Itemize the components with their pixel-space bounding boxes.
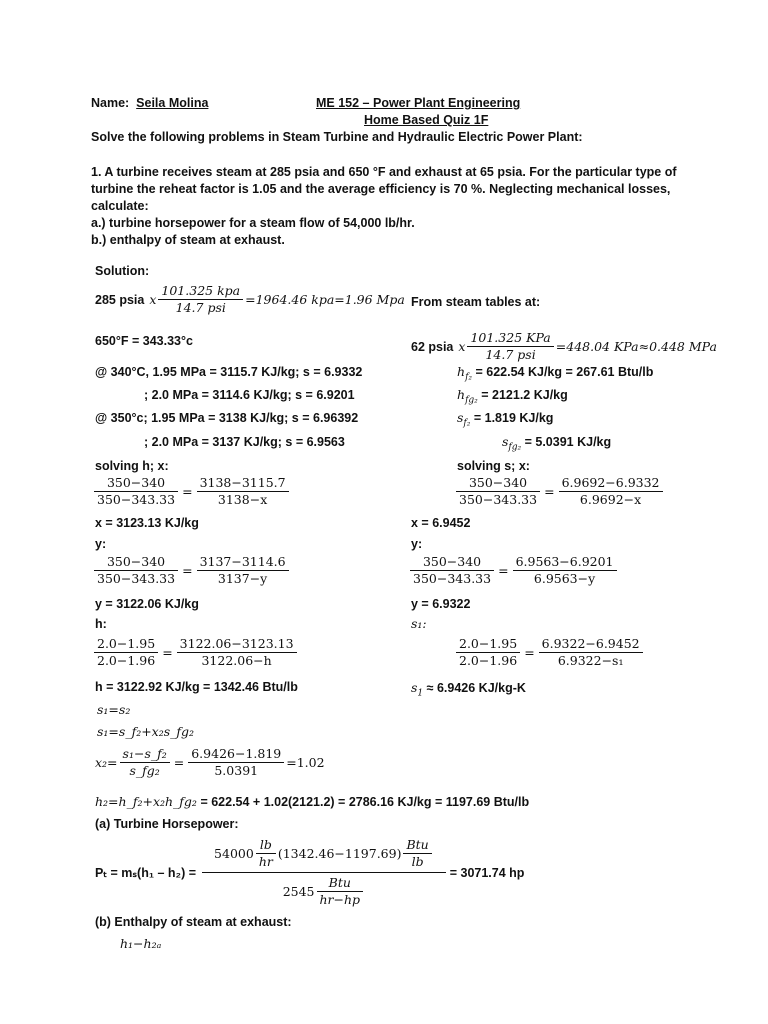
times-x: x xyxy=(149,291,157,307)
interp-s1-left-den: 2.0−1.96 xyxy=(459,653,518,668)
h-label: h: xyxy=(95,617,107,631)
hf2-line xyxy=(457,364,653,386)
s1-label: s₁: xyxy=(411,616,427,631)
pt-enthalpy-diff: (1342.46−1197.69) xyxy=(277,845,402,861)
pt-lhs: Pₜ = mₛ(h₁ – h₂) = xyxy=(95,865,197,880)
interp-h-right-num: 3122.06−3123.13 xyxy=(177,636,297,653)
pt-unit-lb-hr xyxy=(256,837,276,870)
student-name: Seila Molina xyxy=(136,96,209,110)
x2-numeric-den: 5.0391 xyxy=(214,763,259,778)
problem-line-3: calculate: xyxy=(91,199,149,213)
interp-x-right-num: 3138−3115.7 xyxy=(197,475,289,492)
x2-numeric-num: 6.9426−1.819 xyxy=(188,746,284,763)
y-label: y: xyxy=(95,537,107,551)
pt-denominator xyxy=(202,873,446,908)
interp-x-right xyxy=(197,475,289,508)
x2-lhs: x₂= xyxy=(95,754,118,770)
pt-denominator-row xyxy=(283,875,365,908)
interp-y-equation xyxy=(92,554,291,587)
interp-sx-right-num: 6.9692−6.9332 xyxy=(559,475,663,492)
sy-label: y: xyxy=(411,537,423,551)
solving-h-x: solving h; x: xyxy=(95,459,169,473)
interp-s1-left xyxy=(456,636,520,669)
pt-main-fraction xyxy=(202,837,446,908)
interp-sy-right-num: 6.9563−6.9201 xyxy=(513,554,617,571)
interp-sy-right-den: 6.9563−y xyxy=(533,571,596,586)
hf2-symbol: $h_{f_2}$ xyxy=(457,364,473,383)
pt-unit-hr: hr xyxy=(258,854,273,869)
problem-part-b: b.) enthalpy of steam at exhaust. xyxy=(91,233,285,247)
turbine-power-equation xyxy=(95,837,524,908)
interp-x-equation xyxy=(92,475,291,508)
hfg2-value: = 2121.2 KJ/kg xyxy=(481,388,568,402)
h-result: h = 3122.92 KJ/kg = 1342.46 Btu/lb xyxy=(95,680,298,694)
enthalpy-title: (b) Enthalpy of steam at exhaust: xyxy=(95,915,292,929)
interp-sy-left-num: 350−340 xyxy=(410,554,494,571)
equals-sign: = xyxy=(498,562,509,578)
interp-sx-right-den: 6.9692−x xyxy=(579,492,642,507)
conv2-fraction xyxy=(467,330,553,363)
quality-equation xyxy=(95,746,325,779)
equals-sign: = xyxy=(173,754,185,770)
conv1-fraction xyxy=(158,283,243,316)
name-line xyxy=(91,95,208,111)
psia-label-285: 285 psia xyxy=(95,292,145,307)
interp-y-right-num: 3137−3114.6 xyxy=(197,554,289,571)
interp-h-left-den: 2.0−1.96 xyxy=(97,653,156,668)
interp-y-left xyxy=(94,554,178,587)
h2-result: = 622.54 + 1.02(2121.2) = 2786.16 KJ/kg = 1197.69 Btu/lb xyxy=(200,795,530,809)
pt-conversion: 2545 xyxy=(282,883,315,899)
times-x: x xyxy=(458,338,466,354)
interp-sy-left xyxy=(410,554,494,587)
interp-sy-equation xyxy=(408,554,619,587)
interp-y-right xyxy=(197,554,289,587)
pt-flow: 54000 xyxy=(214,845,254,861)
table-350-b: ; 2.0 MPa = 3137 KJ/kg; s = 6.9563 xyxy=(144,435,345,449)
conv2-result: =448.04 KPa≈0.448 MPa xyxy=(555,338,717,354)
turbine-hp-title: (a) Turbine Horsepower: xyxy=(95,817,239,831)
interp-y-right-den: 3137−y xyxy=(217,571,268,586)
interp-x-left-num: 350−340 xyxy=(94,475,178,492)
x2-symbolic-num: s₁−s_f₂ xyxy=(120,746,170,763)
hf2-value: = 622.54 KJ/kg = 267.61 Btu/lb xyxy=(475,365,654,379)
interp-s1-right-num: 6.9322−6.9452 xyxy=(539,636,643,653)
x2-symbolic-den: s_fg₂ xyxy=(129,763,160,778)
interp-h-left xyxy=(94,636,158,669)
h2-math: h₂=h_f₂+x₂h_fg₂ xyxy=(95,794,197,809)
interp-sx-left-den: 350−343.33 xyxy=(459,492,538,507)
interp-s1-left-num: 2.0−1.95 xyxy=(456,636,520,653)
conv1-result: =1964.46 kpa=1.96 Mpa xyxy=(245,291,405,307)
interp-sy-left-den: 350−343.33 xyxy=(413,571,492,586)
table-340-a: @ 340°C, 1.95 MPa = 3115.7 KJ/kg; s = 6.9332 xyxy=(95,365,363,379)
pt-unit-lb2: lb xyxy=(411,854,424,869)
sfg2-line xyxy=(502,434,611,456)
s1-result: ≈ 6.9426 KJ/kg-K xyxy=(426,681,526,695)
table-350-a: @ 350°c; 1.95 MPa = 3138 KJ/kg; s = 6.96392 xyxy=(95,411,359,425)
h1-minus-h2a: h₁−h₂ₐ xyxy=(120,936,162,951)
equals-sign: = xyxy=(524,644,535,660)
interp-sx-equation xyxy=(454,475,665,508)
interp-h-left-num: 2.0−1.95 xyxy=(94,636,158,653)
conv1-num: 101.325 kpa xyxy=(158,283,243,300)
sy-result: y = 6.9322 xyxy=(411,597,471,611)
problem-part-a: a.) turbine horsepower for a steam flow of 54,000 lb/hr. xyxy=(91,216,415,230)
pressure-conversion-1 xyxy=(95,283,405,316)
s1-result-line xyxy=(411,680,526,702)
y-result: y = 3122.06 KJ/kg xyxy=(95,597,199,611)
interp-s1-right xyxy=(539,636,643,669)
pt-result: = 3071.74 hp xyxy=(449,865,525,880)
equals-sign: = xyxy=(162,644,173,660)
x2-numeric xyxy=(188,746,284,779)
solving-s-x: solving s; x: xyxy=(457,459,530,473)
entropy-equality: s₁=s₂ xyxy=(97,702,131,717)
sfg2-symbol: $s_{fg_2}$ xyxy=(502,434,522,453)
interp-y-left-den: 350−343.33 xyxy=(97,571,176,586)
psia-label-62: 62 psia xyxy=(411,339,454,354)
equals-sign: = xyxy=(182,562,193,578)
pt-unit-lb: lb xyxy=(256,837,276,854)
sf2-line xyxy=(457,410,553,432)
sx-result: x = 6.9452 xyxy=(411,516,471,530)
conv2-den: 14.7 psi xyxy=(485,347,536,362)
interp-x-left-den: 350−343.33 xyxy=(97,492,176,507)
equals-sign: = xyxy=(544,483,555,499)
quiz-title: Home Based Quiz 1F xyxy=(364,113,489,127)
interp-y-left-num: 350−340 xyxy=(94,554,178,571)
problem-line-2: turbine the reheat factor is 1.05 and the average efficiency is 70 %. Neglecting mechanical losses, xyxy=(91,182,671,196)
entropy-expansion: s₁=s_f₂+x₂s_fg₂ xyxy=(97,724,195,739)
interp-h-equation xyxy=(92,636,299,669)
conv1-den: 14.7 psi xyxy=(175,300,226,315)
interp-sx-left xyxy=(456,475,540,508)
equals-sign: = xyxy=(182,483,193,499)
x2-symbolic xyxy=(120,746,170,779)
interp-s1-equation xyxy=(454,636,645,669)
pt-unit-btu-lb xyxy=(403,837,431,870)
hfg2-symbol: $h_{fg_2}$ xyxy=(457,387,478,406)
pt-unit-btu-hrhp xyxy=(317,875,364,908)
problem-line-1: 1. A turbine receives steam at 285 psia and 650 °F and exhaust at 65 psia. For the particular type of xyxy=(91,165,677,179)
instruction: Solve the following problems in Steam Turbine and Hydraulic Electric Power Plant: xyxy=(91,130,583,144)
x-result: x = 3123.13 KJ/kg xyxy=(95,516,199,530)
conv2-num: 101.325 KPa xyxy=(467,330,553,347)
interp-sy-right xyxy=(513,554,617,587)
interp-s1-right-den: 6.9322−s₁ xyxy=(557,653,624,668)
h2-line xyxy=(95,794,529,810)
interp-sx-right xyxy=(559,475,663,508)
solution-heading: Solution: xyxy=(95,264,150,278)
sf2-symbol: $s_{f_2}$ xyxy=(457,410,471,429)
table-340-b: ; 2.0 MPa = 3114.6 KJ/kg; s = 6.9201 xyxy=(144,388,355,402)
pt-unit-hrhp: hr−hp xyxy=(319,892,361,907)
interp-sx-left-num: 350−340 xyxy=(456,475,540,492)
pressure-conversion-2 xyxy=(411,330,717,363)
pt-unit-btu2: Btu xyxy=(317,875,364,892)
sfg2-value: = 5.0391 KJ/kg xyxy=(524,435,612,449)
s1-symbol: $s_1$ xyxy=(411,680,424,699)
interp-h-right xyxy=(177,636,297,669)
x2-result: =1.02 xyxy=(286,754,325,770)
steam-tables-heading: From steam tables at: xyxy=(411,295,541,309)
hfg2-line xyxy=(457,387,568,409)
name-label: Name: xyxy=(91,96,130,110)
interp-h-right-den: 3122.06−h xyxy=(201,653,272,668)
interp-x-left xyxy=(94,475,178,508)
pt-numerator xyxy=(202,837,446,873)
pt-unit-btu: Btu xyxy=(403,837,431,854)
sf2-value: = 1.819 KJ/kg xyxy=(473,411,554,425)
interp-x-right-den: 3138−x xyxy=(217,492,268,507)
temperature-conversion: 650°F = 343.33°c xyxy=(95,334,193,348)
pt-numerator-row xyxy=(214,837,434,870)
course-title: ME 152 – Power Plant Engineering xyxy=(316,96,521,110)
